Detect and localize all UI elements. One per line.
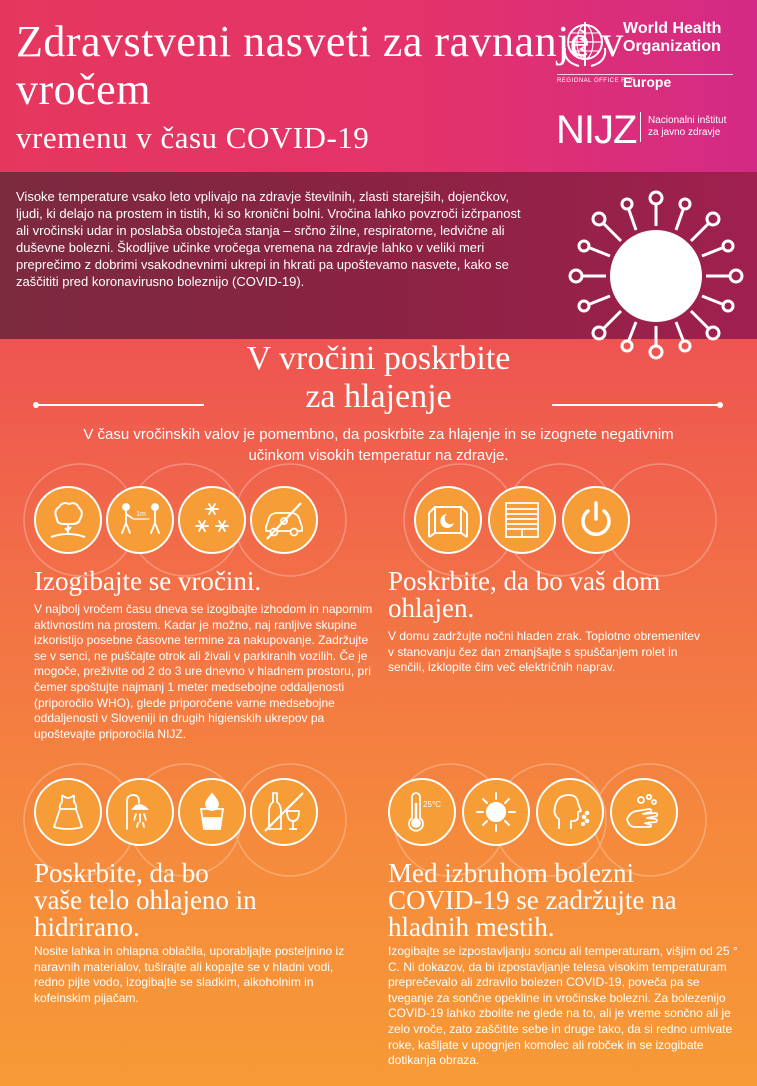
water-glass-icon xyxy=(178,778,246,846)
who-region-label: REGIONAL OFFICE FOR xyxy=(557,78,636,84)
block-title-line: hidrirano. xyxy=(34,912,140,942)
icon-row-body-cool xyxy=(34,778,334,858)
block-title-covid-cool xyxy=(388,860,748,941)
nijz-logo-text xyxy=(648,115,726,139)
hand-washing-icon xyxy=(610,778,678,846)
temperature-label: 25°C xyxy=(423,800,441,809)
left-divider xyxy=(36,404,204,406)
block-body-cool-home: V domu zadržujte nočni hladen zrak. Toplotno obremenitev v stanovanju čez dan zmanjšajte s spuščanjem rolet in senčili, izklopite čim več električnih naprav. xyxy=(388,629,700,675)
block-title-line: Izogibajte se vročini. xyxy=(34,566,262,596)
right-divider xyxy=(552,404,720,406)
distance-label: 1m xyxy=(136,511,146,518)
block-title-line: ohlajen. xyxy=(388,593,475,623)
title-line-1: Zdravstveni nasveti xyxy=(16,17,372,66)
who-name-line-2: Organization xyxy=(623,38,721,55)
who-logo xyxy=(557,14,747,94)
block-title-line: Poskrbite, da bo xyxy=(34,858,209,888)
who-emblem-icon xyxy=(559,18,611,70)
block-title-line: vaše telo ohlajeno in xyxy=(34,885,257,915)
section-lead: V času vročinskih valov je pomembno, da poskrbite za hlajenje in se izognete negativnim učinkom visokih temperatur na zdravje. xyxy=(83,426,674,464)
nijz-divider xyxy=(640,112,641,142)
block-body-covid-cool: Izogibajte se izpostavljanju soncu ali temperaturam, višjim od 25 ° C. Ni dokazov, da bi izpostavljanje telesa visokim temperaturam preprečevalo ali zdravilo bolezen COVID-19, poveča pa se tveganje za sončne opekline in vročinske bolezni. Za bolezenijo COVID-19 lahko zbolite ne glede na to, ali je vreme sončno ali je zelo vroče, zato zaščitite sebe in druge tako, da si redno umivate roke, kašljate v upognjen komolec ali robček in se izogibate dotikanja obraza. xyxy=(388,944,738,1068)
block-title-line: COVID-19 se zadržujte na xyxy=(388,885,677,915)
block-body-avoid-heat: V najbolj vročem času dneva se izogibajte izhodom in napornim aktivnostim na prostem. Kadar je možno, naj ranljive skupine izkoristijo posebne časovne termine za nakupovanje. Zadržujte se v senci, ne puščajte otrok ali živali v parkiranih vozilih. Če je mogoče, preživite od 2 do 3 ure dnevno v hladnem prostoru, pri čemer spoštujte najmanj 1 meter medsebojne oddaljenosti (priporočilo WHO), glede priporočene varne medsebojne oddaljenosti v Sloveniji in drugih higienskih ukrepov pa upoštevajte priporočila NIJZ. xyxy=(34,602,373,741)
intro-text: Visoke temperature vsako leto vplivajo na zdravje številnih, zlasti starejših, dojenčkov, ljudi, ki delajo na prostem in tistih, ki so kronični bolni. Vročina lahko povzroči izčrpanost ali vročinski udar in poslabša obstoječa stanja – srčno žilne, respiratorne, ledvične ali duševne bolezni. Škodljive učinke vročega vremena na zdravje lahko v veliki meri preprečimo z dobrimi vsakodnevnimi ukrepi in hkrati pa upoštevamo nasvete, kako se zaščititi pred koronavirusno boleznijo (COVID-19). xyxy=(16,189,521,289)
header-band xyxy=(0,0,757,172)
block-title-line: hladnih mestih. xyxy=(388,912,555,942)
title-line-3: vremenu v času COVID-19 xyxy=(16,120,370,155)
nijz-line-1: Nacionalni inštitut xyxy=(648,115,727,126)
physical-distance-icon xyxy=(106,486,174,554)
cold-room-icon xyxy=(178,486,246,554)
cough-icon xyxy=(536,778,604,846)
block-body-body-cool: Nosite lahka in ohlapna oblačila, uporabljajte posteljnino iz naravnih materialov, tuširajte ali kopajte se v hladni vodi, redno pijte vodo, izogibajte se sladkim, alkoholnim in kofeinskim pijačam. xyxy=(34,944,345,1005)
section-title-line-2: za hlajenje xyxy=(305,378,452,415)
cold-shower-icon xyxy=(106,778,174,846)
who-name-line-1: World Health xyxy=(623,20,722,37)
who-europe-label: Europe xyxy=(623,74,672,90)
power-off-icon xyxy=(562,486,630,554)
block-title-cool-home xyxy=(388,568,738,622)
thermometer-icon xyxy=(388,778,456,846)
divider-dot xyxy=(717,402,723,408)
block-title-line: Poskrbite, da bo vaš dom xyxy=(388,566,661,596)
icon-row-covid-cool xyxy=(388,778,688,858)
night-window-icon xyxy=(414,486,482,554)
sun-icon xyxy=(556,186,756,364)
divider-dot xyxy=(33,402,39,408)
no-alcohol-icon xyxy=(250,778,318,846)
no-child-in-car-icon xyxy=(250,486,318,554)
tree-shade-icon xyxy=(34,486,102,554)
who-name xyxy=(623,20,721,56)
nijz-line-2: za javno zdravje xyxy=(648,127,721,138)
title-line-2: za ravnanje v vročem xyxy=(16,17,624,114)
icon-row-avoid-heat xyxy=(34,486,334,566)
block-title-line: Med izbruhom bolezni xyxy=(388,858,634,888)
nijz-logo-mark: NIJZ xyxy=(556,108,637,152)
icon-row-cool-home xyxy=(414,486,654,566)
block-title-body-cool xyxy=(34,860,364,941)
window-blinds-icon xyxy=(488,486,556,554)
section-title-line-1: V vročini poskrbite xyxy=(246,340,511,377)
light-dress-icon xyxy=(34,778,102,846)
sun-heat-icon xyxy=(462,778,530,846)
block-title-avoid-heat xyxy=(34,568,354,595)
